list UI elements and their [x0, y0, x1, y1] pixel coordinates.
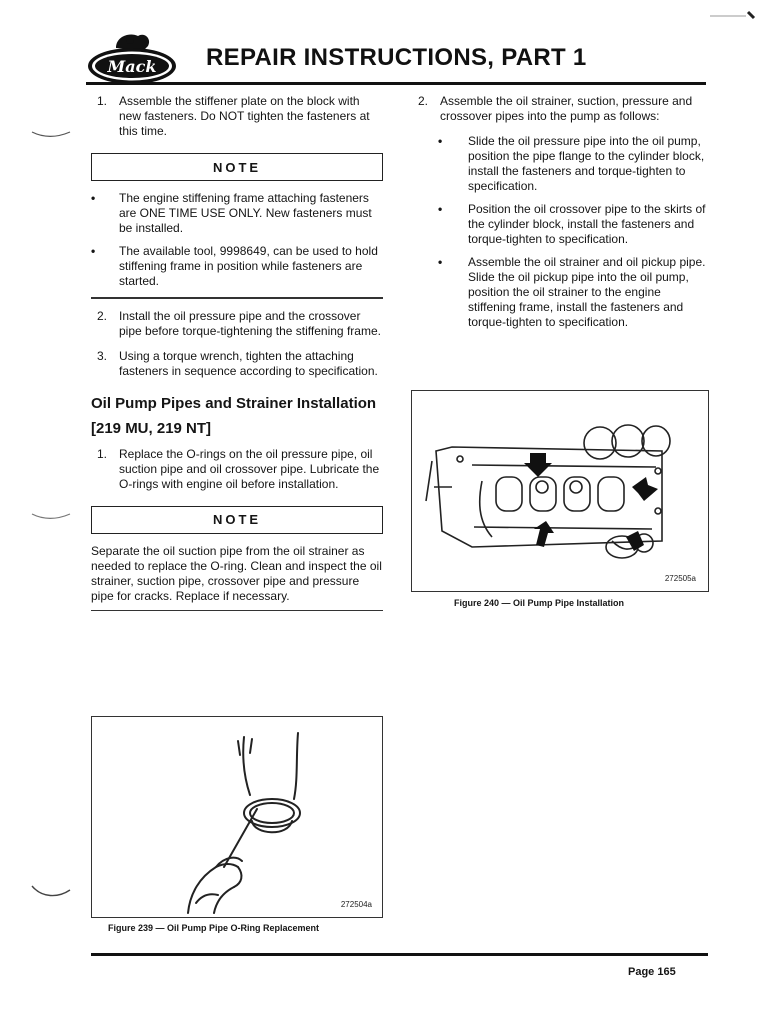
note-label: NOTE: [212, 159, 262, 175]
oil-pump-pipe-illustration: [412, 391, 708, 591]
bullet-text: Position the oil crossover pipe to the skirts of the cylinder block, install the fasteners and torque-tighten to specification.: [468, 202, 706, 246]
figure-240-code: 272505a: [664, 574, 696, 583]
note-text: Separate the oil suction pipe from the oil strainer as needed to replace the O-ring. Clean and inspect the oil strainer, suction pipe, crossover pipe and pressure pipe for cracks. Replace if necessary.: [91, 543, 382, 603]
bullet-icon: •: [438, 255, 443, 269]
header-rule: [86, 82, 706, 85]
bullet-icon: •: [91, 244, 96, 258]
page-title: REPAIR INSTRUCTIONS, PART 1: [206, 44, 587, 71]
step-number: 1.: [97, 446, 108, 461]
step-text: Assemble the stiffener plate on the block with new fasteners. Do NOT tighten the fasteners at this time.: [119, 94, 370, 138]
section-model-codes: [219 MU, 219 NT]: [91, 419, 212, 437]
bullet-text: The engine stiffening frame attaching fasteners are ONE TIME USE ONLY. New fasteners must be installed.: [119, 191, 372, 235]
step-text: Using a torque wrench, tighten the attaching fasteners in sequence according to specification.: [119, 348, 378, 378]
oring-replacement-illustration: [92, 717, 382, 917]
mack-logo: [86, 30, 178, 88]
right-column: [412, 94, 708, 338]
step-text: Replace the O-rings on the oil pressure pipe, oil suction pipe and oil crossover pipe. Lubricate the O-rings with engine oil before installation.: [119, 446, 380, 491]
figure-240-caption: Figure 240 — Oil Pump Pipe Installation: [454, 598, 625, 608]
scan-mark: [30, 126, 74, 146]
note-box: [91, 153, 383, 181]
step-number: 2.: [97, 308, 108, 323]
step-number: 1.: [97, 94, 108, 108]
scan-mark: [30, 508, 74, 528]
bullet-text: The available tool, 9998649, can be used to hold stiffening frame in position while fasteners are started.: [119, 244, 378, 288]
figure-239-code: 272504a: [340, 900, 372, 909]
procedure-bullet: [412, 202, 708, 247]
bullet-icon: •: [438, 202, 443, 216]
note-label: NOTE: [212, 512, 262, 527]
pointer-arrows: [524, 453, 658, 551]
left-column: [91, 94, 383, 621]
note-box: [91, 506, 383, 534]
note-bullet: [91, 191, 383, 236]
bullet-icon: •: [438, 134, 443, 148]
bullet-text: Assemble the oil strainer and oil pickup pipe. Slide the oil pickup pipe into the oil pump, position the oil strainer to the engine stiffening frame, install the fasteners and torque-tighten to specification.: [468, 255, 706, 329]
step-2-right: [412, 94, 708, 124]
step-number: 3.: [97, 348, 108, 363]
figure-240-frame: [411, 390, 709, 592]
procedure-bullet: [412, 255, 708, 330]
logo-text: Mack: [107, 57, 157, 76]
note-bullet: [91, 244, 383, 289]
section-heading: Oil Pump Pipes and Strainer Installation: [91, 394, 377, 412]
figure-239-frame: [91, 716, 383, 918]
scan-mark: [30, 882, 74, 906]
scan-mark: [706, 8, 756, 28]
bullet-icon: •: [91, 191, 96, 205]
step-text: Assemble the oil strainer, suction, pressure and crossover pipes into the pump as follows:: [440, 94, 693, 123]
step-text: Install the oil pressure pipe and the crossover pipe before torque-tightening the stiffening frame.: [119, 308, 381, 338]
step-3: [91, 349, 383, 379]
procedure-bullet: [412, 134, 708, 194]
note-divider: [91, 610, 383, 612]
step-1b: [91, 447, 383, 492]
figure-239-caption: Figure 239 — Oil Pump Pipe O-Ring Replacement: [108, 923, 320, 933]
note-divider: [91, 297, 383, 299]
step-1: [91, 94, 383, 139]
step-2: [91, 309, 383, 339]
step-number: 2.: [418, 94, 429, 108]
footer-rule: [91, 953, 708, 956]
page-number: Page 165: [628, 966, 676, 978]
bullet-text: Slide the oil pressure pipe into the oil pump, position the pipe flange to the cylinder block, install the fasteners and torque-tighten to specification.: [468, 134, 705, 193]
